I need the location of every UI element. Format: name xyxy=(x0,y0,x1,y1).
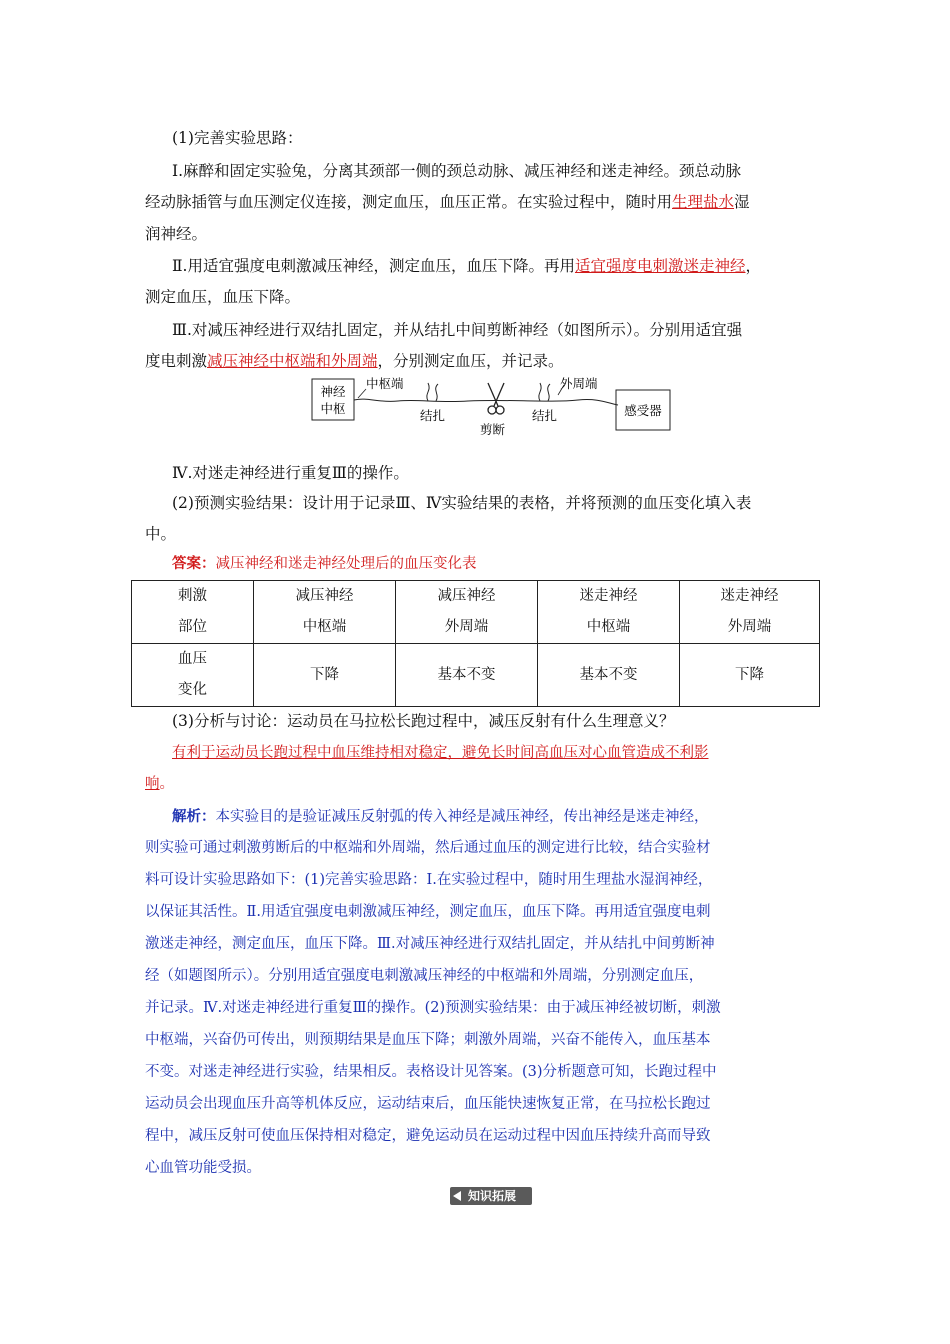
scissors-icon xyxy=(488,383,504,414)
peripheral-end-label: 外周端 xyxy=(560,376,598,391)
line-p10: (2)预测实验结果：设计用于记录Ⅲ、Ⅳ实验结果的表格，并将预测的血压变化填入表 xyxy=(172,494,752,512)
ligature-right-2 xyxy=(548,384,550,401)
table-cell: 基本不变 xyxy=(538,644,680,707)
explanation-line: 中枢端，兴奋仍可传出，则预期结果是血压下降；刺激外周端，兴奋不能传入，血压基本 xyxy=(145,1032,711,1048)
explanation-line: 并记录。Ⅳ.对迷走神经进行重复Ⅲ的操作。(2)预测实验结果：由于减压神经被切断，刺激 xyxy=(145,1000,721,1016)
explanation-line: 以保证其活性。Ⅱ.用适宜强度电刺激减压神经，测定血压，血压下降。再用适宜强度电刺 xyxy=(145,904,711,920)
line-p7: Ⅲ.对减压神经进行双结扎固定，并从结扎中间剪断神经（如图所示）。分别用适宜强 xyxy=(172,321,743,339)
explanation-line: 运动员会出现血压升高等机体反应，运动结束后，血压能快速恢复正常，在马拉松长跑过 xyxy=(145,1096,711,1112)
table-cell: 下降 xyxy=(680,644,820,707)
table-cell: 血压 变化 xyxy=(132,644,254,707)
table-cell: 刺激 部位 xyxy=(132,581,254,644)
table-row xyxy=(132,581,820,644)
text: 响 xyxy=(145,776,160,792)
text: 本实验目的是验证减压反射弧的传入神经是减压神经，传出神经是迷走神经， xyxy=(215,809,709,825)
answer-heading xyxy=(172,554,477,574)
explanation-line: 料可设计实验思路如下：(1)完善实验思路：Ⅰ.在实验过程中，随时用生理盐水湿润神经， xyxy=(145,872,713,888)
line-p12: (3)分析与讨论：运动员在马拉松长跑过程中，减压反射有什么生理意义？ xyxy=(172,712,675,730)
explanation-line1 xyxy=(172,807,709,827)
ligature-right xyxy=(539,383,541,401)
line-p8 xyxy=(145,351,564,371)
explanation-line: 不变。对迷走神经进行实验，结果相反。表格设计见答案。(3)分析题意可知，长跑过程中 xyxy=(145,1064,717,1080)
central-end-pointer xyxy=(358,389,366,398)
answer-3-line1: 有利于运动员长跑过程中血压维持相对稳定，避免长时间高血压对心血管造成不利影 xyxy=(172,745,709,761)
table-cell: 减压神经 外周端 xyxy=(396,581,538,644)
text: 湿 xyxy=(734,193,750,211)
line-p5 xyxy=(172,256,761,276)
blood-pressure-table xyxy=(131,580,820,707)
speaker-icon xyxy=(453,1191,461,1201)
table-cell: 减压神经 中枢端 xyxy=(254,581,396,644)
cut-label: 剪断 xyxy=(480,422,506,437)
nerve-center-label-2: 中枢 xyxy=(320,401,346,416)
central-end-label: 中枢端 xyxy=(366,376,404,391)
explanation-line: 程中，减压反射可使血压保持相对稳定，避免运动员在运动过程中因血压持续升高而导致 xyxy=(145,1128,711,1144)
text: 度电刺激 xyxy=(145,352,208,370)
explanation-label: 解析： xyxy=(172,808,216,825)
receptor-label: 感受器 xyxy=(624,403,662,418)
table-cell: 下降 xyxy=(254,644,396,707)
line-p9: Ⅳ.对迷走神经进行重复Ⅲ的操作。 xyxy=(172,464,409,482)
line-p11: 中。 xyxy=(145,525,177,543)
line-p4: 润神经。 xyxy=(145,225,208,243)
ligation-left-label: 结扎 xyxy=(420,408,446,423)
table-cell: 基本不变 xyxy=(396,644,538,707)
text: ，分别测定血压，并记录。 xyxy=(377,352,564,370)
line-p3 xyxy=(145,192,750,212)
line-p1: (1)完善实验思路： xyxy=(172,129,303,147)
text: 。 xyxy=(159,776,174,792)
answer-fill-saline: 生理盐水 xyxy=(672,193,735,211)
table-row xyxy=(132,644,820,707)
knowledge-extension-badge xyxy=(450,1187,532,1205)
ligature-left-2 xyxy=(436,384,438,401)
table-cell: 迷走神经 中枢端 xyxy=(538,581,680,644)
table-cell: 迷走神经 外周端 xyxy=(680,581,820,644)
ligation-right-label: 结扎 xyxy=(532,408,558,423)
text: ， xyxy=(745,257,761,275)
answer-3-line2 xyxy=(145,774,174,794)
nerve-ligation-diagram xyxy=(308,373,674,443)
nerve-line xyxy=(354,399,618,405)
line-p6: 测定血压，血压下降。 xyxy=(145,288,301,306)
explanation-line: 激迷走神经，测定血压，血压下降。Ⅲ.对减压神经进行双结扎固定，并从结扎中间剪断神 xyxy=(145,936,715,952)
answer-fill-ends: 减压神经中枢端和外周端 xyxy=(207,352,378,370)
answer-label: 答案： xyxy=(172,555,216,572)
text: Ⅱ.用适宜强度电刺激减压神经，测定血压，血压下降。再用 xyxy=(172,257,575,275)
nerve-center-label-1: 神经 xyxy=(320,384,346,399)
explanation-line: 心血管功能受损。 xyxy=(145,1160,261,1176)
line-p2: Ⅰ.麻醉和固定实验兔，分离其颈部一侧的颈总动脉、减压神经和迷走神经。颈总动脉 xyxy=(172,162,742,180)
text: 经动脉插管与血压测定仪连接，测定血压，血压正常。在实验过程中，随时用 xyxy=(145,193,673,211)
ligature-left xyxy=(427,383,429,401)
explanation-line: 经（如题图所示）。分别用适宜强度电刺激减压神经的中枢端和外周端，分别测定血压， xyxy=(145,968,704,984)
answer-fill-vagus: 适宜强度电刺激迷走神经 xyxy=(574,257,746,275)
badge-label: 知识拓展 xyxy=(468,1189,517,1203)
explanation-line: 则实验可通过刺激剪断后的中枢端和外周端，然后通过血压的测定进行比较，结合实验材 xyxy=(145,840,711,856)
answer-table-title: 减压神经和迷走神经处理后的血压变化表 xyxy=(215,556,477,572)
